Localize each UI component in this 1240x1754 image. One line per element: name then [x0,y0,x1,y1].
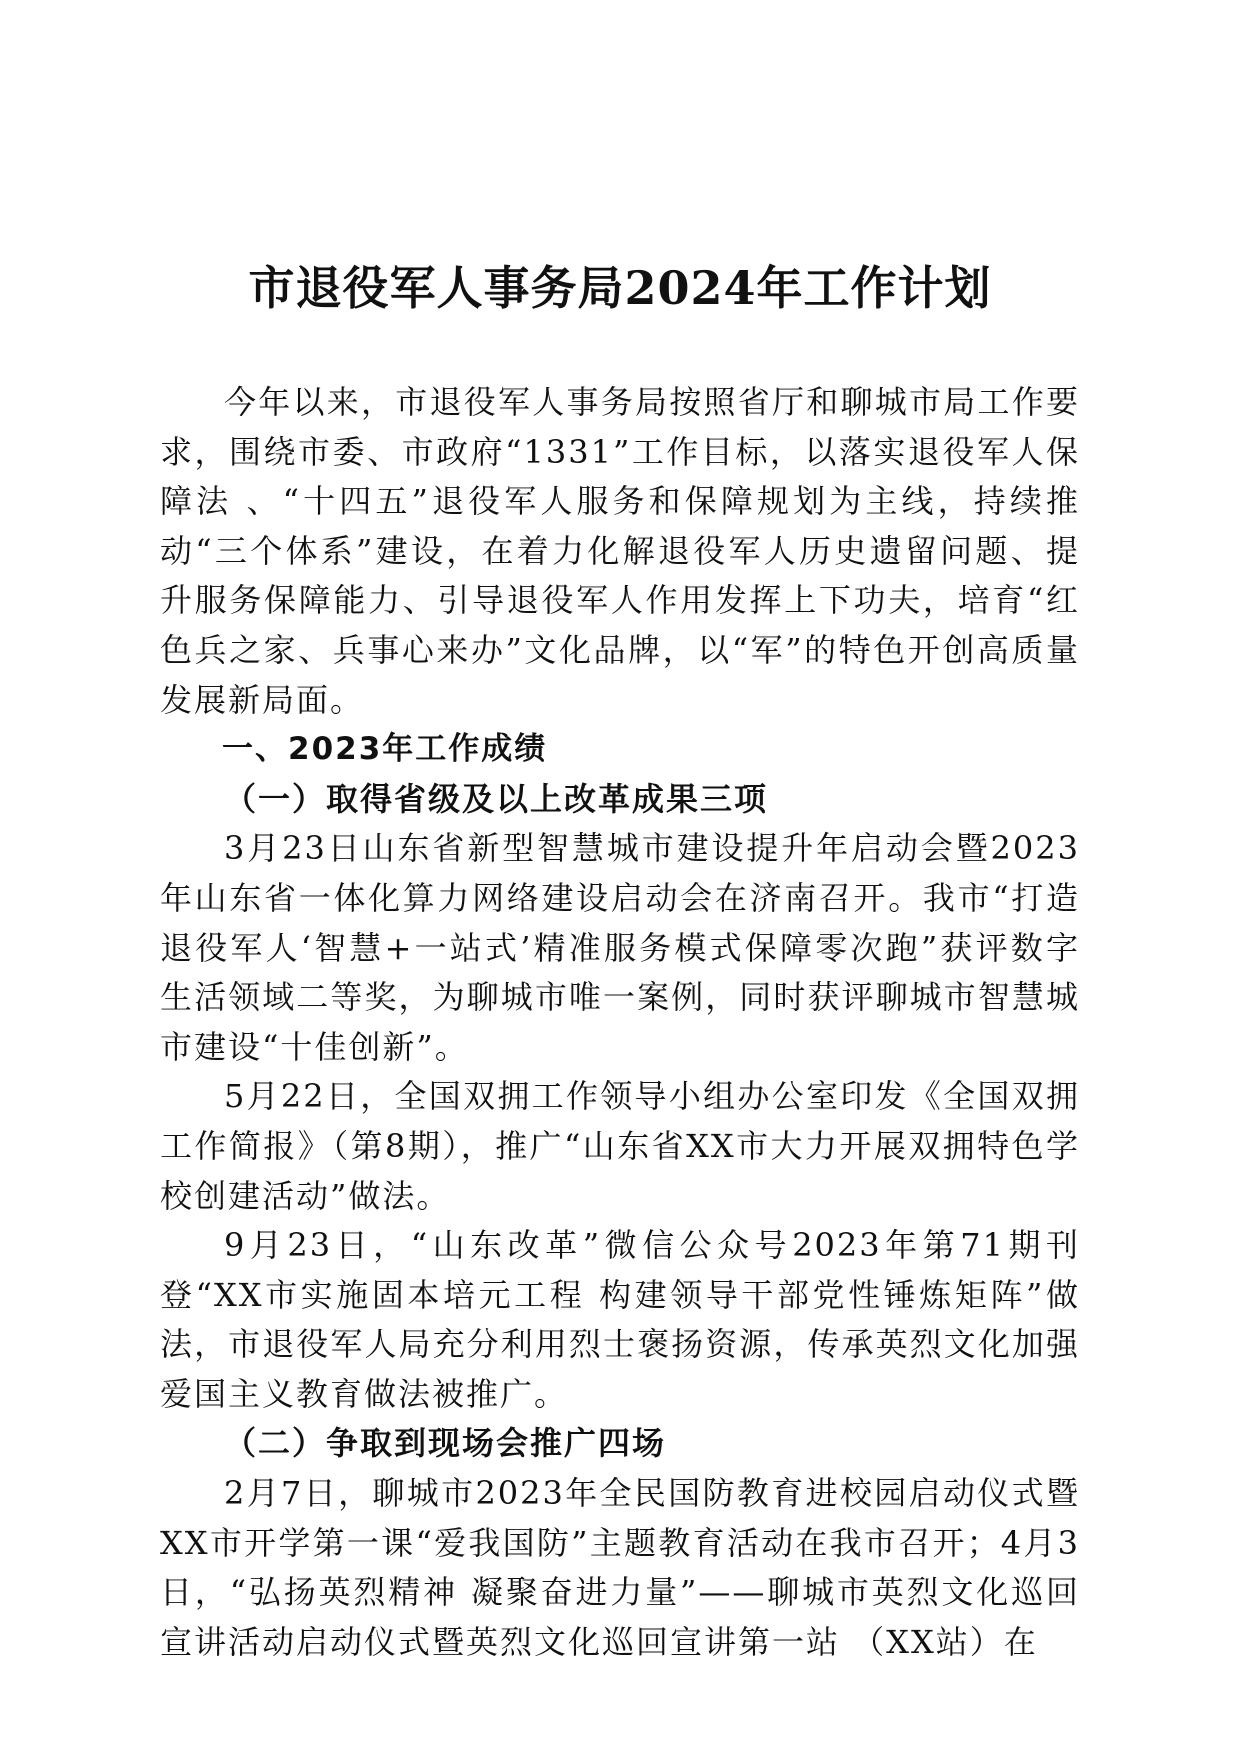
subsection-heading-onsite-meetings: （二）争取到现场会推广四场 [224,1424,667,1463]
subsection-heading-reform-results: （一）取得省级及以上改革成果三项 [224,779,769,818]
document-body [160,378,1080,1667]
paragraph-reform-wechat: 9月23日，“山东改革”微信公众号2023年第71期刊登“XX市实施固本培元工程 构建领导干部党性锤炼矩阵”做法，市退役军人局充分利用烈士褒扬资源，传承英烈文化加强爱国主义教育做法被推广。 [160,1226,1080,1413]
intro-paragraph: 今年以来，市退役军人事务局按照省厅和聊城市局工作要求，围绕市委、市政府“1331”工作目标，以落实退役军人保障法 、“十四五”退役军人服务和保障规划为主线，持续推动“三个体系”建设，在着力化解退役军人历史遗留问题、提升服务保障能力、引导退役军人作用发挥上下功夫，培育“红色兵之家、兵事心来办”文化品牌，以“军”的特色开创高质量发展新局面。 [160,383,1080,719]
paragraph-smart-city-award: 3月23日山东省新型智慧城市建设提升年启动会暨2023年山东省一体化算力网络建设启动会在济南召开。我市“打造退役军人‘智慧+一站式’精准服务模式保障零次跑”获评数字生活领域二等奖，为聊城市唯一案例，同时获评聊城市智慧城市建设“十佳创新”。 [160,829,1080,1066]
document-title: 市退役军人事务局2024年工作计划 [248,261,992,315]
paragraph-double-support-bulletin: 5月22日，全国双拥工作领导小组办公室印发《全国双拥工作简报》（第8期），推广“山东省XX市大力开展双拥特色学校创建活动”做法。 [160,1077,1080,1215]
section-heading-achievements: 一、2023年工作成绩 [222,731,548,768]
paragraph-national-defense-education: 2月7日，聊城市2023年全民国防教育进校园启动仪式暨XX市开学第一课“爱我国防”主题教育活动在我市召开；4月3日，“弘扬英烈精神 凝聚奋进力量”——聊城市英烈文化巡回宣讲活动启动仪式暨英烈文化巡回宣讲第一站 （XX站）在 [160,1474,1080,1661]
